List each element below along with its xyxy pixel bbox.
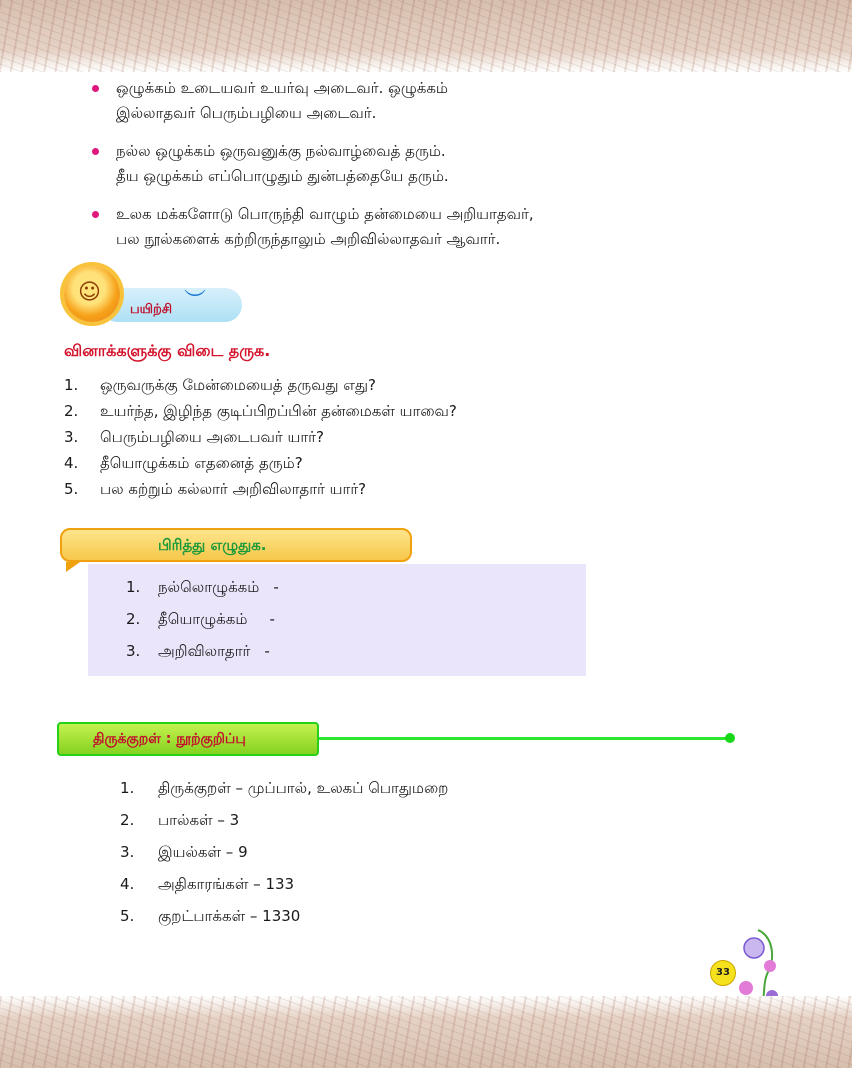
- item-number: 3.: [120, 843, 135, 861]
- bullet-line: பல நூல்களைக் கற்றிருந்தாலும் அறிவில்லாதவர் ஆவார்.: [116, 230, 501, 248]
- fact-text: அதிகாரங்கள் – 133: [158, 875, 295, 893]
- smiling-sun-icon: ☺: [64, 266, 120, 322]
- list-item: [120, 772, 448, 804]
- list-item: [120, 868, 448, 900]
- dash: -: [269, 610, 275, 628]
- item-number: 1.: [120, 779, 135, 797]
- bullet-item: [90, 202, 650, 252]
- top-decorative-band: [0, 0, 852, 72]
- practice-label: பயிற்சி: [130, 302, 173, 317]
- bird-icon: ︶: [184, 289, 207, 314]
- kural-heading-box: [57, 722, 319, 756]
- item-number: 2.: [126, 610, 141, 628]
- item-number: 5.: [64, 480, 79, 498]
- bullet-line: தீய ஒழுக்கம் எப்பொழுதும் துன்பத்தையே தரும்.: [116, 167, 449, 185]
- summary-bullets: [90, 76, 650, 265]
- word-text: தீயொழுக்கம்: [158, 610, 248, 628]
- divider-end-dot: [725, 733, 735, 743]
- bottom-decorative-band: [0, 996, 852, 1068]
- kural-heading: திருக்குறள் : நூற்குறிப்பு: [93, 731, 246, 747]
- bullet-line: நல்ல ஒழுக்கம் ஒருவனுக்கு நல்வாழ்வைத் தரும்.: [116, 142, 446, 160]
- questions-list: [64, 372, 457, 502]
- question-text: ஒருவருக்கு மேன்மையைத் தருவது எது?: [100, 376, 376, 394]
- fact-text: திருக்குறள் – முப்பால், உலகப் பொதுமறை: [158, 779, 449, 797]
- question-text: உயர்ந்த, இழிந்த குடிப்பிறப்பின் தன்மைகள் யாவை?: [100, 402, 457, 420]
- fact-text: பால்கள் – 3: [158, 811, 240, 829]
- separate-heading: பிரித்து எழுதுக.: [158, 536, 267, 554]
- page-number: 33: [710, 960, 736, 986]
- list-item: [120, 900, 448, 932]
- separate-heading-box: [60, 528, 412, 562]
- list-item: [126, 610, 275, 630]
- dash: -: [264, 642, 270, 660]
- fact-text: இயல்கள் – 9: [158, 843, 248, 861]
- bullet-dot-icon: [92, 85, 99, 92]
- item-number: 1.: [64, 376, 79, 394]
- bullet-dot-icon: [92, 148, 99, 155]
- question-text: தீயொழுக்கம் எதனைத் தரும்?: [100, 454, 303, 472]
- list-item: [64, 398, 457, 424]
- callout-tail: [66, 562, 80, 572]
- list-item: [126, 578, 279, 598]
- item-number: 2.: [64, 402, 79, 420]
- bullet-dot-icon: [92, 211, 99, 218]
- question-text: பல கற்றும் கல்லார் அறிவிலாதார் யார்?: [100, 480, 367, 498]
- practice-banner: [64, 266, 244, 326]
- item-number: 3.: [126, 642, 141, 660]
- list-item: [64, 424, 457, 450]
- list-item: [120, 836, 448, 868]
- dash: -: [273, 578, 279, 596]
- bullet-item: [90, 139, 650, 189]
- kural-facts-list: [120, 772, 448, 932]
- item-number: 2.: [120, 811, 135, 829]
- list-item: [64, 372, 457, 398]
- bullet-line: இல்லாதவர் பெரும்பழியை அடைவர்.: [116, 104, 377, 122]
- bullet-item: [90, 76, 650, 126]
- separate-exercise-box: [88, 564, 586, 676]
- questions-heading: வினாக்களுக்கு விடை தருக.: [64, 341, 271, 360]
- bullet-line: ஒழுக்கம் உடையவர் உயர்வு அடைவர். ஒழுக்கம்: [116, 79, 448, 97]
- fact-text: குறட்பாக்கள் – 1330: [158, 907, 301, 925]
- bullet-line: உலக மக்களோடு பொருந்தி வாழும் தன்மையை அறியாதவர்,: [116, 205, 534, 223]
- divider-line: [319, 737, 729, 740]
- item-number: 4.: [64, 454, 79, 472]
- list-item: [64, 476, 457, 502]
- list-item: [126, 642, 270, 662]
- question-text: பெரும்பழியை அடைபவர் யார்?: [100, 428, 324, 446]
- word-text: நல்லொழுக்கம்: [158, 578, 260, 596]
- list-item: [64, 450, 457, 476]
- word-text: அறிவிலாதார்: [158, 642, 251, 660]
- item-number: 3.: [64, 428, 79, 446]
- item-number: 4.: [120, 875, 135, 893]
- list-item: [120, 804, 448, 836]
- item-number: 5.: [120, 907, 135, 925]
- item-number: 1.: [126, 578, 141, 596]
